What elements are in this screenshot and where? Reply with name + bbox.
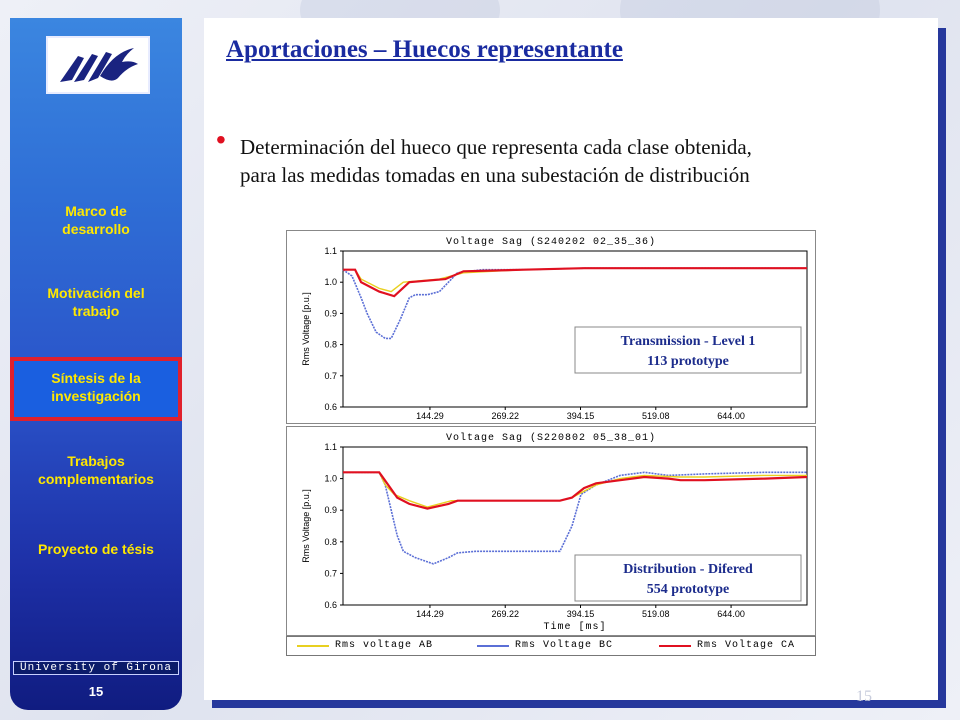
chart-annotation	[575, 327, 801, 373]
voltage-sag-chart	[287, 427, 815, 635]
nav-item-sintesis-de-la-investigacion[interactable]	[10, 369, 182, 405]
nav-item-trabajos-complementarios[interactable]	[10, 452, 182, 488]
bullet-dot-icon: •	[216, 124, 226, 155]
y-tick-label: 0.9	[324, 505, 337, 516]
legend-swatch	[659, 645, 691, 647]
annotation-line: Distribution - Difered	[623, 562, 753, 577]
university-label: University of Girona	[13, 661, 179, 675]
y-tick-label: 0.9	[324, 308, 337, 319]
legend-label: Rms Voltage CA	[697, 640, 796, 651]
y-tick-label: 0.8	[324, 339, 337, 350]
slide-page-number: 15	[856, 688, 872, 705]
annotation-line: 113 prototype	[647, 354, 729, 369]
nav-item-marco-de-desarrollo[interactable]	[10, 202, 182, 238]
slide-title: Aportaciones – Huecos representante	[226, 36, 623, 63]
x-tick-label: 144.29	[416, 609, 444, 619]
chart-title: Voltage Sag (S220802 05_38_01)	[445, 433, 657, 444]
logo	[46, 36, 150, 94]
x-tick-label: 394.15	[566, 411, 595, 421]
nav-item-label: Marco de	[65, 203, 127, 219]
x-tick-label: 144.29	[416, 411, 444, 421]
y-tick-label: 1.0	[324, 277, 337, 288]
voltage-sag-chart	[287, 231, 815, 423]
nav-item-label: investigación	[51, 388, 141, 404]
x-tick-label: 269.22	[491, 411, 519, 421]
chart-annotation	[575, 555, 801, 601]
legend-label: Rms voltage AB	[335, 640, 434, 651]
y-tick-label: 1.0	[324, 473, 337, 484]
x-tick-label: 644.00	[717, 411, 745, 421]
nav-item-label: Motivación del	[47, 285, 145, 301]
nav-item-label: Síntesis de la	[51, 370, 141, 386]
y-axis-label: Rms Voltage [p.u.]	[301, 292, 311, 366]
bird-logo-icon	[48, 38, 148, 92]
x-tick-label: 394.15	[566, 609, 595, 619]
y-axis-label: Rms Voltage [p.u.]	[301, 489, 311, 563]
bullet-text-line: para las medidas tomadas en una subestación de distribución	[240, 163, 750, 187]
sidebar	[10, 18, 182, 710]
y-tick-label: 0.8	[324, 536, 337, 547]
y-tick-label: 0.6	[324, 402, 337, 412]
chart-title: Voltage Sag (S240202 02_35_36)	[445, 237, 657, 248]
x-axis-label: Time [ms]	[543, 622, 607, 633]
legend-swatch	[477, 645, 509, 647]
chart-legend	[286, 636, 816, 656]
x-tick-label: 644.00	[717, 609, 745, 619]
legend-label: Rms Voltage BC	[515, 640, 614, 651]
bullet-text-line: Determinación del hueco que representa cada clase obtenida,	[240, 135, 752, 159]
y-tick-label: 0.7	[324, 370, 337, 381]
chart-panel-distribution	[286, 426, 816, 636]
legend-swatch	[297, 645, 329, 647]
legend-item	[297, 640, 433, 651]
annotation-line: Transmission - Level 1	[620, 334, 756, 349]
nav-item-motivacion-del-trabajo[interactable]	[10, 284, 182, 320]
x-tick-label: 269.22	[491, 609, 519, 619]
legend-item	[659, 640, 795, 651]
nav-item-label: Proyecto de tésis	[38, 541, 154, 557]
y-tick-label: 1.1	[324, 246, 337, 256]
bullet-text	[240, 133, 930, 189]
legend-item	[477, 640, 613, 651]
nav-item-label: desarrollo	[62, 221, 130, 237]
nav-item-label: trabajo	[72, 303, 120, 319]
nav-item-label: complementarios	[38, 471, 154, 487]
annotation-line: 554 prototype	[646, 582, 730, 597]
y-tick-label: 0.7	[324, 568, 337, 579]
y-tick-label: 1.1	[324, 442, 337, 452]
slide-shadow	[938, 28, 946, 708]
chart-panel-transmission	[286, 230, 816, 424]
x-tick-label: 519.08	[642, 609, 670, 619]
sidebar-page-number: 15	[88, 684, 104, 699]
nav-item-label: Trabajos	[67, 453, 125, 469]
nav-item-proyecto-de-tesis[interactable]	[10, 540, 182, 558]
y-tick-label: 0.6	[324, 600, 337, 610]
slide-content	[204, 18, 938, 705]
x-tick-label: 519.08	[642, 411, 670, 421]
slide-shadow	[212, 700, 946, 708]
